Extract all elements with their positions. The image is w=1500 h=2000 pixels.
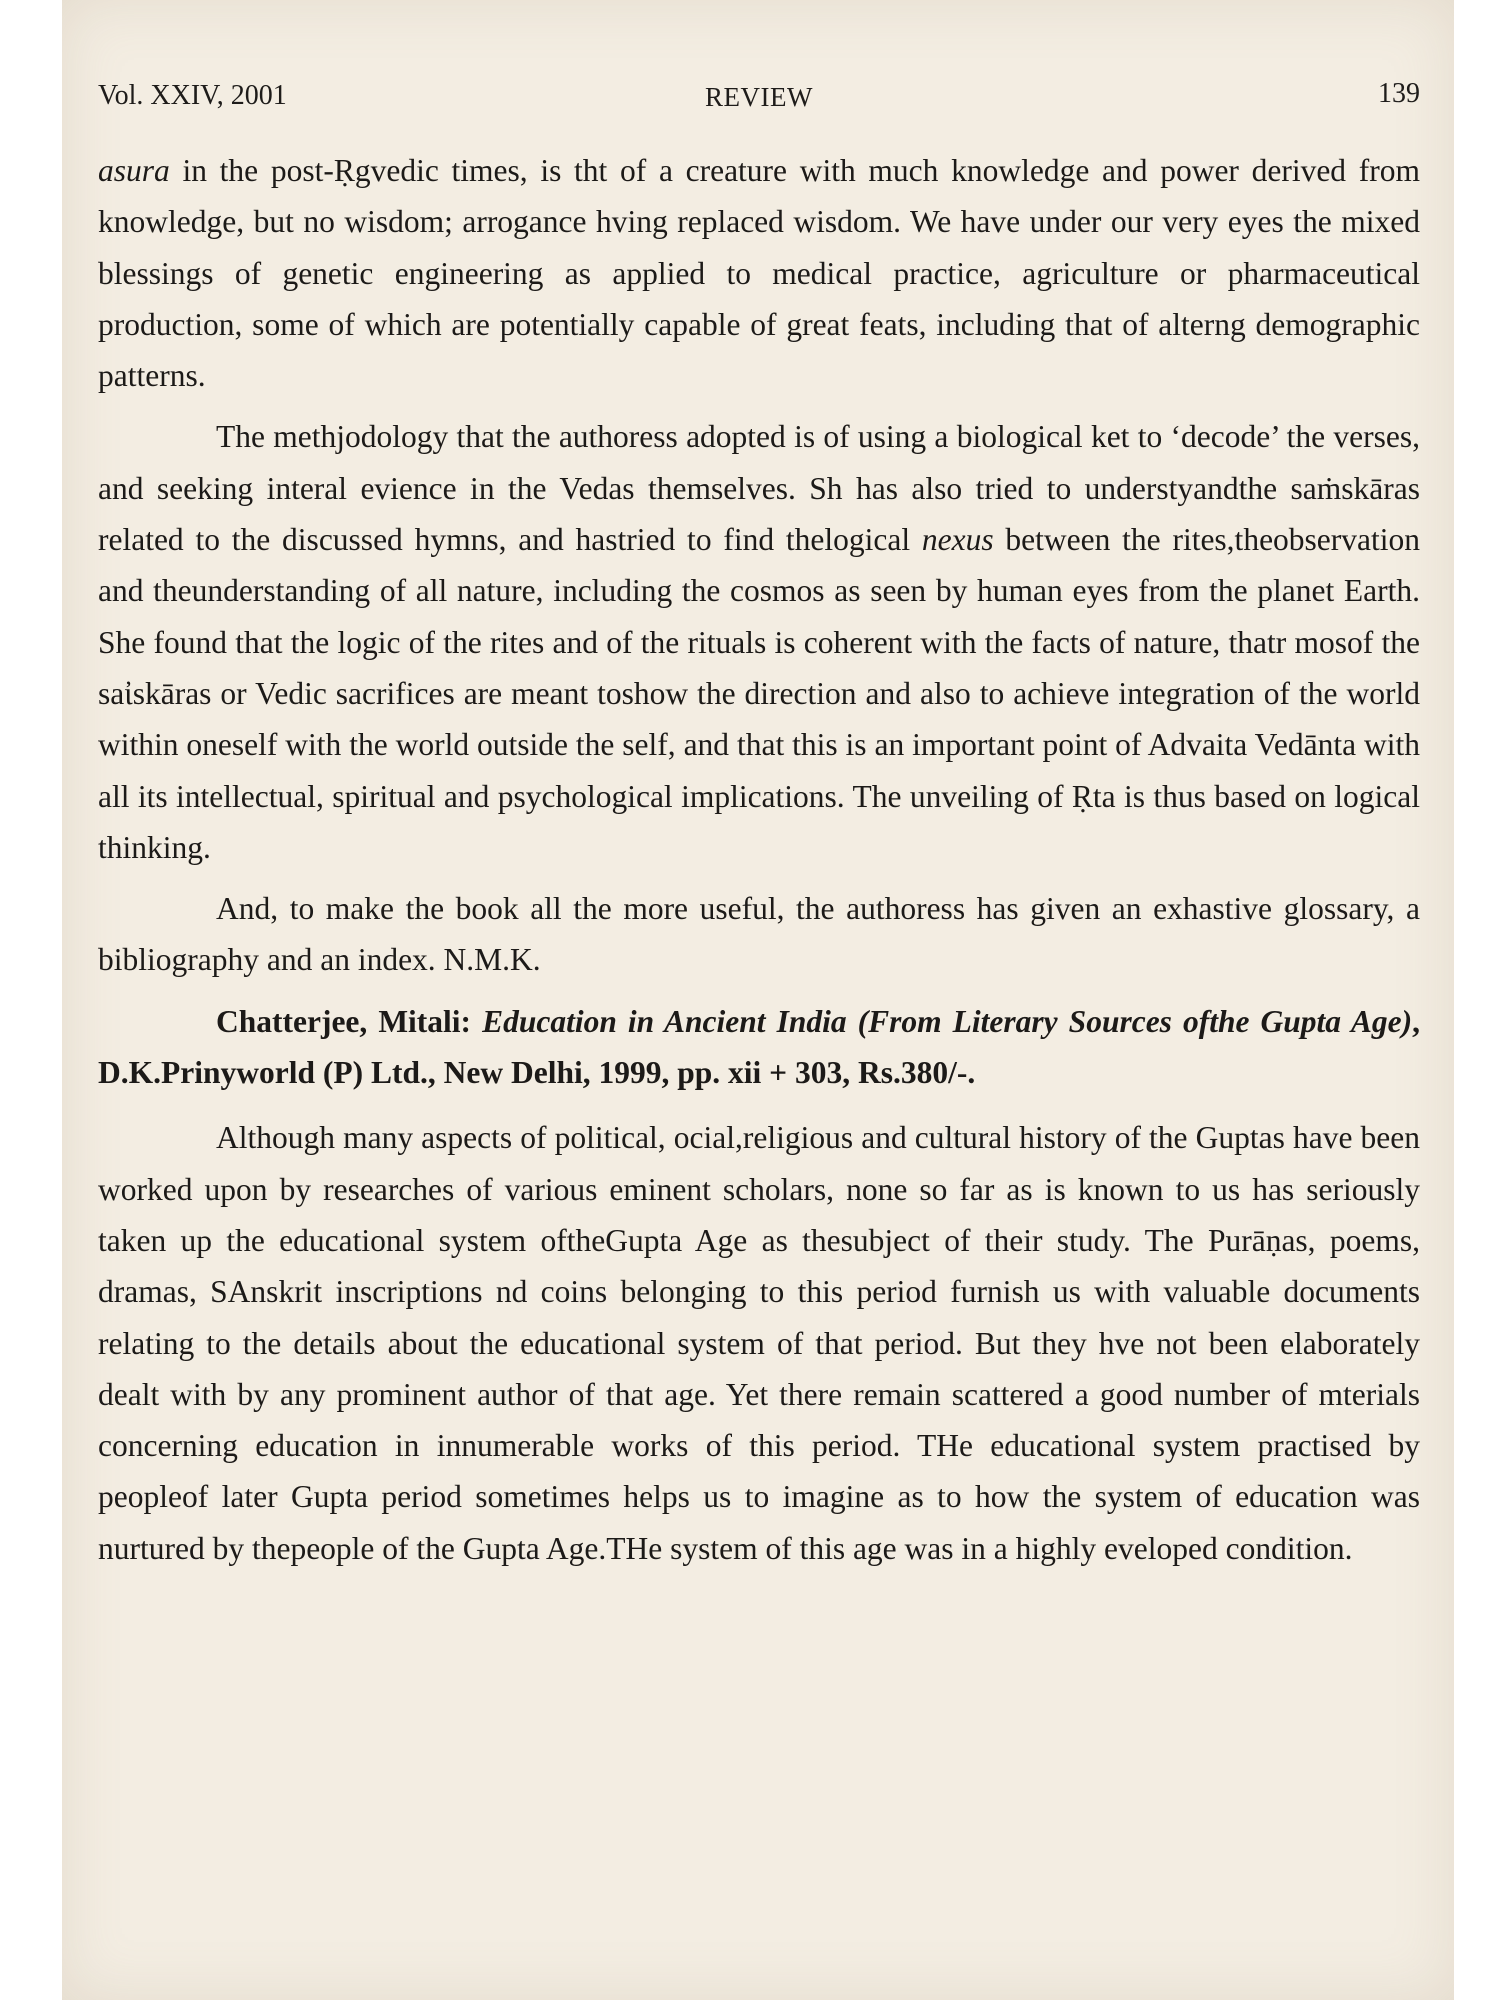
paragraph-methodology-text-a: The methjodology that the authoress adopted is of using a biological ket to ‘decode’ the verses, and seeking interal evience in the Vedas themselves. Sh has also tried to understyandthe saṁskāras related to the discussed hymns, and hastried to find thelogical [98, 419, 1420, 558]
paragraph-asura-text: in the post-Ṛgvedic times, is tht of a creature with much knowledge and power derived from knowledge, but no wisdom; arrogance hving replaced wisdom. We have under our very eyes the mixed blessings of genetic engineering as applied to medical practice, agriculture or pharmaceutical production, some of which are potentially capable of great feats, including that of alterng demographic patterns. [98, 153, 1420, 394]
paragraph-methodology [98, 411, 1420, 873]
journal-page [62, 0, 1454, 2000]
paragraph-glossary: And, to make the book all the more useful, the authoress has given an exhastive glossary, a bibliography and an index. N.M.K. [98, 891, 1420, 978]
paragraph-asura [98, 145, 1420, 401]
book-title: Education in Ancient India (From Literary Sources ofthe Gupta Age) [482, 1003, 1413, 1039]
review-body [98, 145, 1420, 1574]
term-asura: asura [98, 153, 170, 188]
page-number: 139 [1378, 78, 1420, 109]
section-title: REVIEW [705, 82, 813, 112]
running-header [98, 80, 1420, 120]
paragraph-guptas: Although many aspects of political, ocial,religious and cultural history of the Guptas have been worked upon by researches of various eminent scholars, none so far as is known to us has seriously taken up the educational system oftheGupta Age as thesubject of their study. The Purāṇas, poems, dramas, SAnskrit inscriptions nd coins belonging to this period furnish us with valuable documents relating to the details about the educational system of that period. But they hve not been elaborately dealt with by any prominent author of that age. Yet there remain scattered a good number of mterials concerning education in innumerable works of this period. THe educational system practised by peopleof later Gupta period sometimes helps us to imagine as to how the system of education was nurtured by thepeople of the Gupta Age.THe system of this age was in a highly eveloped condition. [98, 1120, 1420, 1566]
book-author: Chatterjee, Mitali: [216, 1003, 483, 1039]
book-details: , D.K.Prinyworld (P) Ltd., New Delhi, 1999, pp. xii + 303, Rs.380/-. [98, 1003, 1420, 1091]
volume-label: Vol. XXIV, 2001 [98, 80, 287, 111]
paragraph-methodology-text-b: between the rites,theobservation and theunderstanding of all nature, including the cosmos as seen by human eyes from the planet Earth. She found that the logic of the rites and of the rituals is coherent with the facts of nature, thatr mosof the saἰskāras or Vedic sacrifices are meant toshow the direction and also to achieve integration of the world within oneself with the world outside the self, and that this is an important point of Advaita Vedānta with all its intellectual, spiritual and psychological implications. The unveiling of Ṛta is thus based on logical thinking. [98, 522, 1421, 865]
term-nexus: nexus [921, 522, 994, 558]
book-reference [98, 996, 1420, 1099]
